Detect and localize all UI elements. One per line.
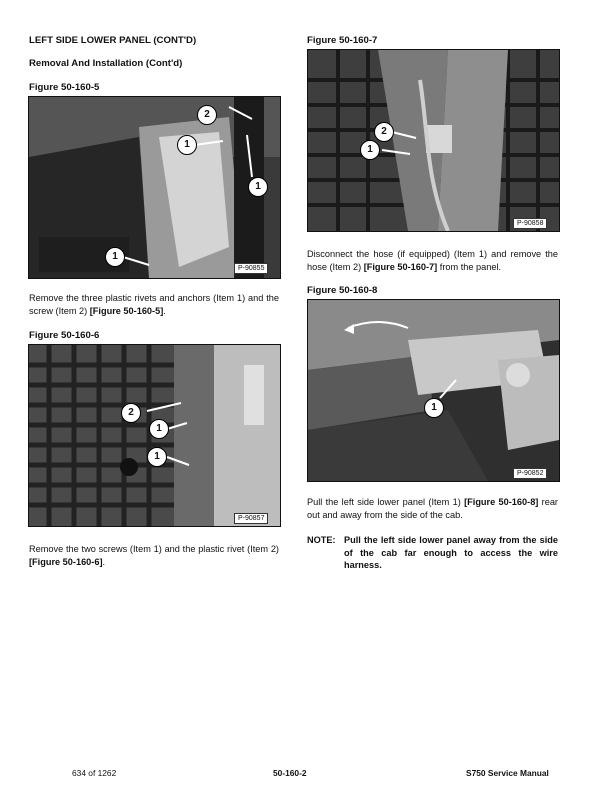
figure-photo bbox=[307, 49, 560, 232]
callout-badge: 1 bbox=[147, 447, 167, 467]
instruction-paragraph: Disconnect the hose (if equipped) (Item 1) and remove the hose (Item 2) [Figure 50-160-7] from the panel. bbox=[307, 249, 558, 272]
photo-id: P-90857 bbox=[234, 513, 268, 524]
photo-id: P-90858 bbox=[513, 218, 547, 229]
photo-id: P-90855 bbox=[234, 263, 268, 274]
note-text: Pull the left side lower panel away from the side of the cab far enough to access the wire harness. bbox=[344, 535, 558, 571]
figure-photo bbox=[28, 96, 281, 279]
figure-reference: [Figure 50-160-7] bbox=[363, 261, 438, 272]
manual-title: S750 Service Manual bbox=[466, 768, 549, 778]
callout-badge: 1 bbox=[149, 419, 169, 439]
instruction-paragraph: Remove the two screws (Item 1) and the plastic rivet (Item 2) [Figure 50-160-6]. bbox=[29, 544, 279, 567]
callout-badge: 1 bbox=[248, 177, 268, 197]
note-block bbox=[307, 534, 558, 572]
figure-photo bbox=[307, 299, 560, 482]
instruction-paragraph: Pull the left side lower panel (Item 1) [Figure 50-160-8] rear out and away from the side of the cab. bbox=[307, 497, 558, 520]
figure-reference: [Figure 50-160-8] bbox=[464, 497, 539, 507]
photo-id: P-90852 bbox=[513, 468, 547, 479]
page-number: 50-160-2 bbox=[273, 768, 307, 778]
callout-badge: 1 bbox=[105, 247, 125, 267]
figure-reference: [Figure 50-160-5] bbox=[89, 305, 164, 316]
callout-badge: 2 bbox=[197, 105, 217, 125]
callout-badge: 2 bbox=[374, 122, 394, 142]
figure-label: Figure 50-160-8 bbox=[307, 285, 378, 296]
figure-reference: [Figure 50-160-6] bbox=[29, 556, 103, 567]
page-count: 634 of 1262 bbox=[72, 768, 117, 778]
figure-label: Figure 50-160-5 bbox=[29, 82, 100, 93]
callout-badge: 1 bbox=[424, 398, 444, 418]
subsection-title: Removal And Installation (Cont'd) bbox=[29, 58, 183, 69]
instruction-paragraph: Remove the three plastic rivets and anchors (Item 1) and the screw (Item 2) [Figure 50-160-5]. bbox=[29, 293, 279, 316]
section-title: LEFT SIDE LOWER PANEL (CONT'D) bbox=[29, 35, 197, 46]
figure-label: Figure 50-160-7 bbox=[307, 35, 378, 46]
figure-photo bbox=[28, 344, 281, 527]
figure-label: Figure 50-160-6 bbox=[29, 330, 100, 341]
callout-badge: 2 bbox=[121, 403, 141, 423]
callout-badge: 1 bbox=[360, 140, 380, 160]
note-label: NOTE: bbox=[307, 535, 336, 545]
callout-badge: 1 bbox=[177, 135, 197, 155]
